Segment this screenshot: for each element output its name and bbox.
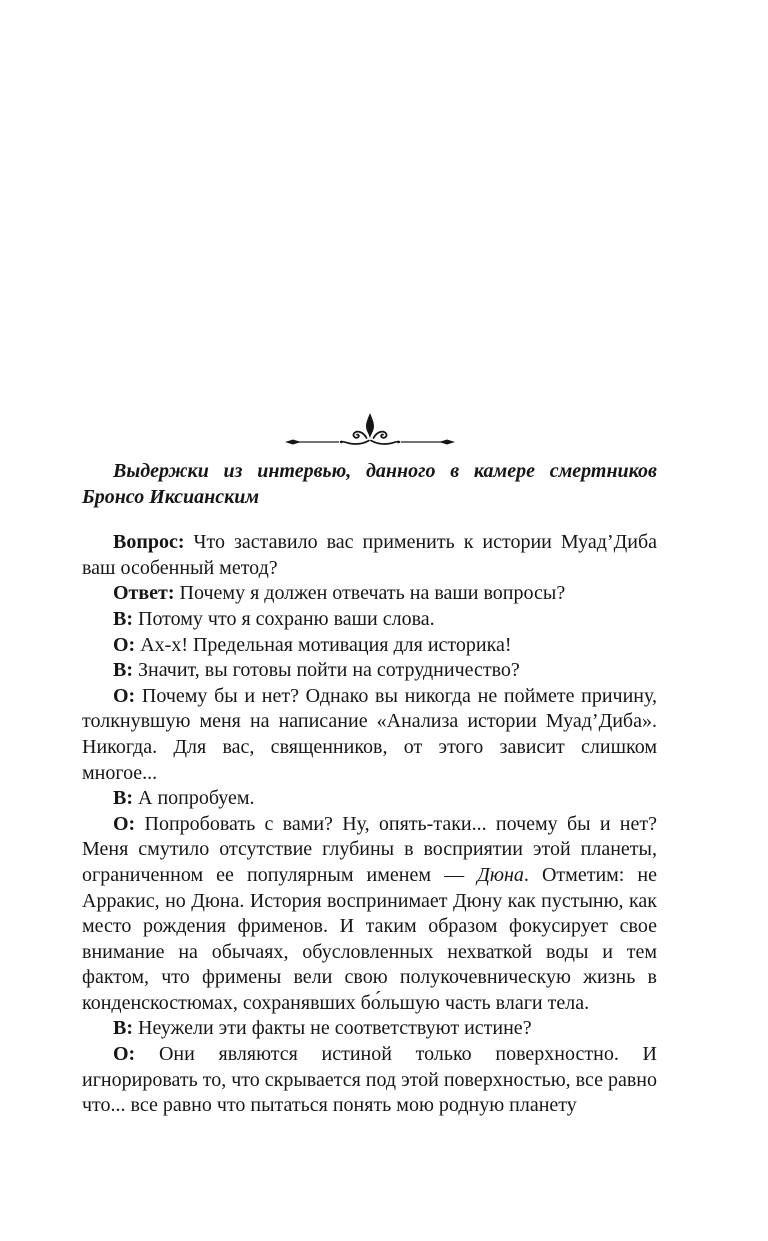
dialogue-paragraph xyxy=(82,684,657,786)
speaker-label: Ответ: xyxy=(113,582,175,605)
speaker-label: В: xyxy=(113,659,133,682)
epigraph: Выдержки из интервью, данного в камере смертников Бронсо Иксианским xyxy=(82,460,657,508)
dialogue-text: Ах-х! Предельная мотивация для историка! xyxy=(140,633,512,656)
dialogue-text: Что заставило вас применить к истории Муад’Диба ваш особенный метод? xyxy=(82,531,657,579)
dialogue-paragraph xyxy=(82,607,657,633)
dialogue-text: Они являются истиной только поверхностно. И игнорировать то, что скрывается под этой поверхностью, все равно что... все равно что пытаться понять мою родную планету xyxy=(82,1043,657,1117)
dialogue-text: . Отметим: не Арракис, но Дюна. История воспринимает Дюну как пустыню, как место рождения фрименов. И таким образом фокусирует свое внимание на обычаях, обусловленных нехваткой воды и тем фактом, что фримены вели свою полукочевническую жизнь в конденскостюмах, сохранявших бо́льшую часть влаги тела. xyxy=(82,863,658,1014)
page-content xyxy=(82,412,657,1119)
dialogue-paragraph xyxy=(82,812,657,1017)
fleuron-divider-icon xyxy=(284,412,456,450)
speaker-label: О: xyxy=(113,633,136,656)
dialogue-paragraph xyxy=(82,786,657,812)
dialogue-paragraph xyxy=(82,658,657,684)
dialogue-paragraph xyxy=(82,530,657,581)
speaker-label: О: xyxy=(113,684,136,707)
dialogue-paragraph xyxy=(82,1042,657,1119)
speaker-label: Вопрос: xyxy=(113,531,185,554)
dialogue-text: Почему я должен отвечать на ваши вопросы? xyxy=(179,582,566,605)
dialogue-text: Почему бы и нет? Однако вы никогда не поймете причину, толкнувшую меня на написание «Анализа истории Муад’Диба». Никогда. Для вас, священников, от этого зависит слишком многое... xyxy=(82,684,658,784)
speaker-label: О: xyxy=(113,1043,136,1066)
dialogue-text: А попробуем. xyxy=(138,787,255,810)
speaker-label: В: xyxy=(113,787,133,810)
speaker-label: В: xyxy=(113,607,133,630)
dialogue-text: Неужели эти факты не соответствуют истине? xyxy=(138,1017,532,1040)
speaker-label: В: xyxy=(113,1017,133,1040)
dialogue-paragraph xyxy=(82,1016,657,1042)
italic-term: Дюна xyxy=(477,863,524,886)
speaker-label: О: xyxy=(113,812,136,835)
dialogue-section xyxy=(82,530,657,1119)
dialogue-paragraph xyxy=(82,581,657,607)
dialogue-text: Значит, вы готовы пойти на сотрудничество? xyxy=(138,659,520,682)
dialogue-text: Попробовать с вами? Ну, опять-таки... почему бы и нет? Меня смутило отсутствие глубины в восприятии этой планеты, ограниченном ее популярным именем — xyxy=(82,812,657,886)
dialogue-text: Потому что я сохраню ваши слова. xyxy=(138,607,435,630)
dialogue-paragraph xyxy=(82,633,657,659)
